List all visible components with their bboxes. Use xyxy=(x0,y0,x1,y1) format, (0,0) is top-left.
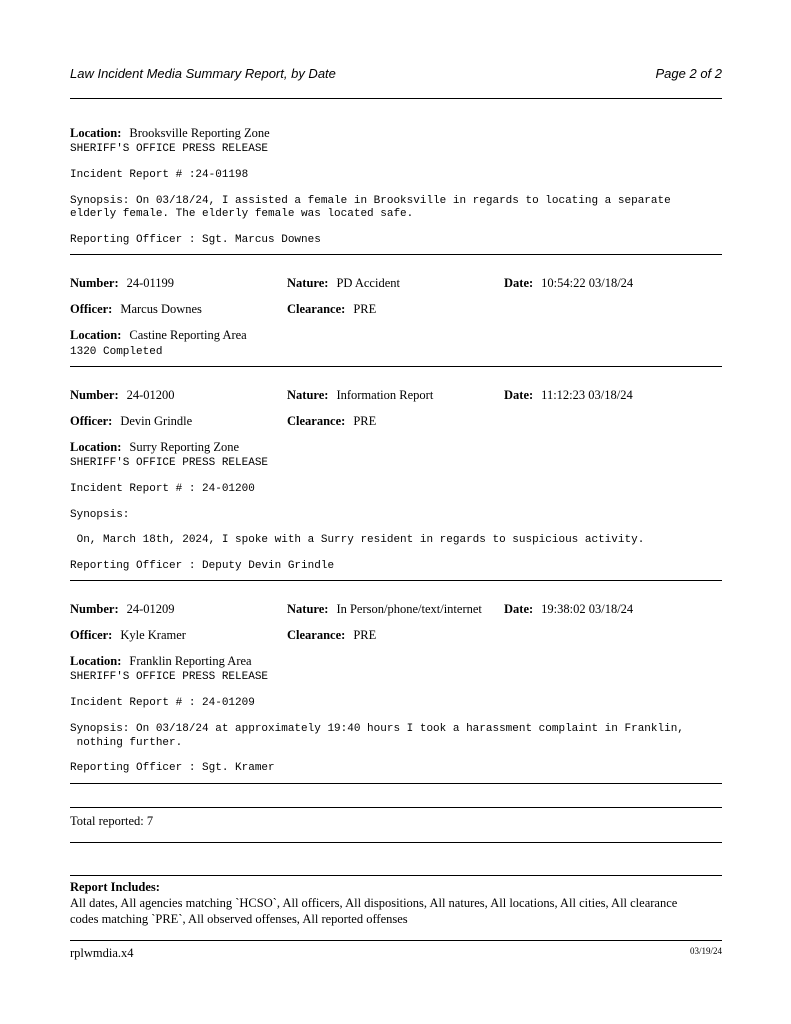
reporting-officer-text: Reporting Officer : Deputy Devin Grindle xyxy=(70,560,335,572)
report-includes-heading: Report Includes: xyxy=(70,880,160,894)
footer-date: 03/19/24 xyxy=(689,946,722,956)
total-bottom-divider xyxy=(70,842,722,843)
incident-report-text: Incident Report # : 24-01209 xyxy=(70,697,255,709)
section-divider xyxy=(70,254,722,255)
reporting-officer-text: Reporting Officer : Sgt. Marcus Downes xyxy=(70,234,321,246)
report-title: Law Incident Media Summary Report, by Date xyxy=(70,66,336,81)
section-divider xyxy=(70,366,722,367)
location-line: Location: Brooksville Reporting Zone xyxy=(70,126,270,140)
clearance-field: Clearance: PRE xyxy=(287,414,377,428)
number-field: Number: 24-01199 xyxy=(70,276,175,290)
total-top-divider xyxy=(70,807,722,808)
number-field: Number: 24-01209 xyxy=(70,602,175,616)
date-field: Date: 19:38:02 03/18/24 xyxy=(504,602,634,616)
press-release-text: SHERIFF'S OFFICE PRESS RELEASE xyxy=(70,457,269,469)
footer-report-id: rplwmdia.x4 xyxy=(70,946,134,960)
report-includes-text: codes matching `PRE`, All observed offenses, All reported offenses xyxy=(70,912,408,926)
location-line: Location: Franklin Reporting Area xyxy=(70,654,252,668)
reporting-officer-text: Reporting Officer : Sgt. Kramer xyxy=(70,762,275,774)
press-release-text: SHERIFF'S OFFICE PRESS RELEASE xyxy=(70,143,269,155)
clearance-field: Clearance: PRE xyxy=(287,302,377,316)
incident-report-text: Incident Report # : 24-01200 xyxy=(70,483,255,495)
section-divider xyxy=(70,580,722,581)
section-divider xyxy=(70,783,722,784)
synopsis-text: On, March 18th, 2024, I spoke with a Surry resident in regards to suspicious activity. xyxy=(70,534,645,546)
synopsis-text: Synopsis: On 03/18/24 at approximately 19:40 hours I took a harassment complaint in Franklin, xyxy=(70,723,684,735)
officer-field: Officer: Marcus Downes xyxy=(70,302,202,316)
total-reported: Total reported: 7 xyxy=(70,814,154,828)
officer-field: Officer: Devin Grindle xyxy=(70,414,193,428)
report-page xyxy=(70,0,722,1024)
synopsis-text: nothing further. xyxy=(70,737,183,749)
synopsis-text: elderly female. The elderly female was located safe. xyxy=(70,208,414,220)
clearance-field: Clearance: PRE xyxy=(287,628,377,642)
incident-report-text: Incident Report # :24-01198 xyxy=(70,169,249,181)
footer-divider xyxy=(70,940,722,941)
report-includes-text: All dates, All agencies matching `HCSO`, All officers, All dispositions, All natures, All locations, All cities, All clearance xyxy=(70,896,678,910)
nature-field: Nature: Information Report xyxy=(287,388,434,402)
date-field: Date: 11:12:23 03/18/24 xyxy=(504,388,633,402)
nature-field: Nature: In Person/phone/text/internet xyxy=(287,602,482,616)
disposition-text: 1320 Completed xyxy=(70,346,163,358)
number-field: Number: 24-01200 xyxy=(70,388,175,402)
location-line: Location: Castine Reporting Area xyxy=(70,328,247,342)
date-field: Date: 10:54:22 03/18/24 xyxy=(504,276,634,290)
officer-field: Officer: Kyle Kramer xyxy=(70,628,186,642)
location-line: Location: Surry Reporting Zone xyxy=(70,440,240,454)
synopsis-text: Synopsis: On 03/18/24, I assisted a female in Brooksville in regards to locating a separate xyxy=(70,195,671,207)
synopsis-text: Synopsis: xyxy=(70,509,130,521)
includes-divider xyxy=(70,875,722,876)
report-header xyxy=(70,66,722,86)
nature-field: Nature: PD Accident xyxy=(287,276,400,290)
header-divider xyxy=(70,98,722,99)
press-release-text: SHERIFF'S OFFICE PRESS RELEASE xyxy=(70,671,269,683)
page-indicator: Page 2 of 2 xyxy=(655,66,722,81)
